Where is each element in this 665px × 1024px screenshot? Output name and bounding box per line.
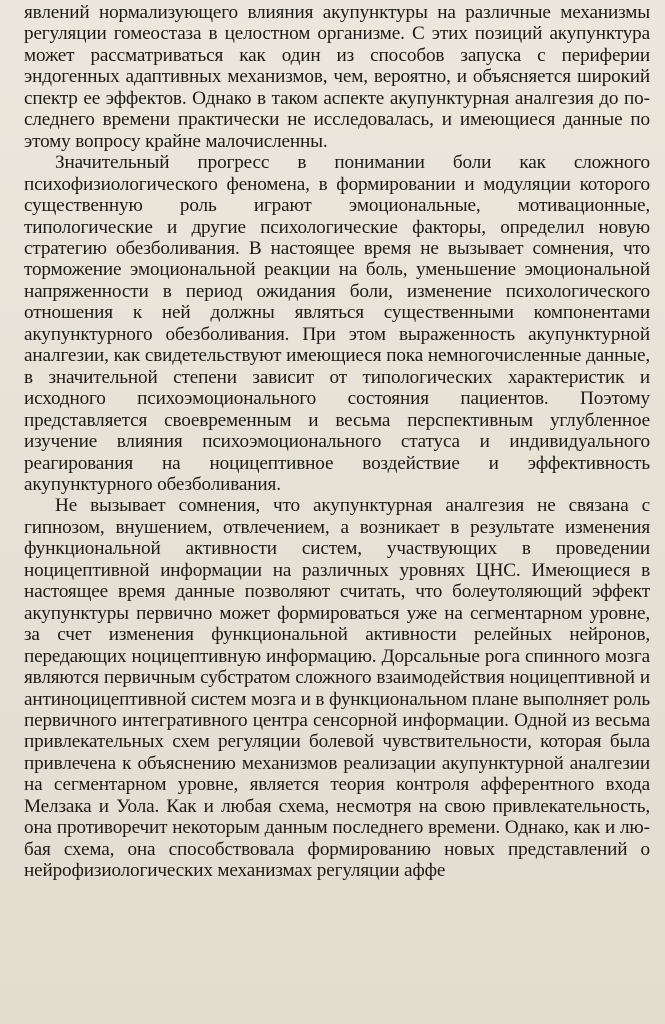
paragraph-continued: явлений нормализующего влияния акупунктуры на различные механизмы регуляции гомеостаза в целостном организме. С этих позиций акупунктура может рассматриваться как один из способов запуска с периферии эндогенных адаптивных механизмов, чем, вероятно, и объясняется широкий спектр ее эффектов. Однако в таком аспекте акупунктурная аналгезия до последнего времени практически не исследовалась, и имеющиеся данные по этому вопросу крайне малочисленны. [24,2,650,152]
paragraph-pain-progress: Значительный прогресс в понимании боли как сложного психофизиологического феномена, в формировании и модуляции которого существенную роль играют эмоциональные, мотивационные, типологические и другие психологические факторы, определил новую стратегию обезболивания. В настоящее время не вызывает сомнения, что торможение эмоциональной реакции на боль, уменьшение эмоциональной напряженности в период ожидания боли, изменение психологического отношения к ней должны являться существенными компонентами акупунктурного обезболивания. При этом выраженность акупунктурной аналгезии, как свидетельствуют имеющиеся пока немногочисленные данные, в значительной степени зависит от типологических характеристик и исходного психоэмоционального состояния пациентов. Поэтому представляется своевременным и весьма перспективным углубленное изучение влияния психоэмоционального статуса и индивидуального реагирования на ноцицептивное воздействие и эффективность акупунктурного обезболивания. [24,152,650,495]
page-text [24,2,650,882]
paragraph-hypnosis: Не вызывает сомнения, что акупунктурная аналгезия не связана с гипнозом, внушением, отвлечением, а возникает в результате изменения функциональной активности систем, участвующих в проведении ноцицептивной информации на различных уровнях ЦНС. Имеющиеся в настоящее время данные позволяют считать, что болеутоляющий эффект акупунктуры первично может формироваться уже на сегментарном уровне, за счет изменения функциональной активности релейных нейронов, передающих ноцицептивную информацию. Дорсальные рога спинного мозга являются первичным субстратом сложного взаимодействия ноцицептивной и антиноцицептивной систем мозга и в функциональном плане выполняет роль первичного интегративного центра сенсорной информации. Одной из весьма привлекательных схем регуляции болевой чувствительности, которая была привлечена к объяснению механизмов реализации акупунктурной аналгезии на сегментарном уровне, является теория контроля афферентного входа Мелзака и Уола. Как и любая схема, несмотря на свою привлекательность, она противоречит некоторым данным последнего времени. Однако, как и любая схема, она способствовала формированию новых представлений о нейрофизиологических механизмах регуляции аффе [24,495,650,882]
